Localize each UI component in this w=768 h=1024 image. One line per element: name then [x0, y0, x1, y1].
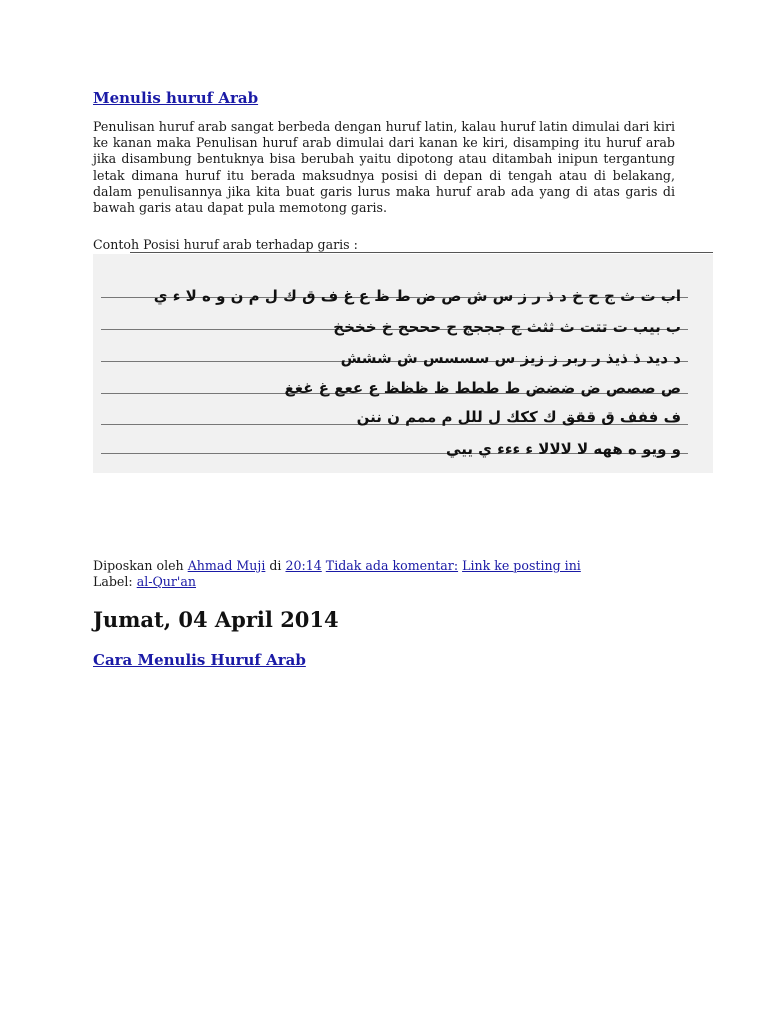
date-header: Jumat, 04 April 2014	[93, 607, 339, 632]
caption-underline	[130, 252, 713, 253]
timestamp-link[interactable]: 20:14	[285, 558, 322, 573]
post-body-text: Penulisan huruf arab sangat berbeda dengan huruf latin, kalau huruf latin dimulai dari kiri ke kanan maka Penulisan huruf arab dimulai dari kanan ke kiri, disamping itu huruf arab jika disambung bentuknya bisa berubah yaitu dipotong atau ditambah inipun tergantung letak dimana huruf itu berada maksudnya posisi di depan di tengah atau di belakang, dalam penulisannya jika kita buat garis lurus maka huruf arab ada yang di atas garis di bawah garis atau dapat pula memotong garis.	[93, 119, 675, 216]
arabic-row: ص صصص ض ضضض ط ططط ظ ظظظ ع ععع غ غغغ	[284, 379, 681, 397]
labels-label: Label:	[93, 574, 133, 589]
arabic-row: د ديد ذ ذيذ ر ربر ز زيز س سسسس ش ششش	[340, 349, 681, 367]
figure-caption: Contoh Posisi huruf arab terhadap garis :	[93, 237, 358, 252]
arabic-letters-figure	[93, 254, 713, 473]
author-link[interactable]: Ahmad Muji	[187, 558, 266, 573]
comments-link[interactable]: Tidak ada komentar:	[325, 558, 459, 573]
post-title-link-2[interactable]: Cara Menulis Huruf Arab	[93, 651, 306, 669]
arabic-row: اب ت ث ج ح خ د ذ ر ز س ش ص ض ط ظ ع غ ف ق ك ل م ن و ه لا ء ي	[153, 287, 681, 305]
arabic-row: ب بيب ت تتت ث ثثث ج جججج ح حححح خ خخخخ	[333, 318, 681, 336]
arabic-row: و ويو ه ههه لا لالالا ء ءءء ي ييي	[446, 440, 681, 458]
at-label: di	[269, 558, 282, 573]
posted-by-label: Diposkan oleh	[93, 558, 184, 573]
post-title-link[interactable]: Menulis huruf Arab	[93, 89, 259, 107]
post-footer	[93, 558, 581, 590]
permalink-link[interactable]: Link ke posting ini	[462, 558, 581, 573]
label-link[interactable]: al-Qur'an	[136, 574, 197, 589]
post-footer-line	[93, 558, 581, 574]
arabic-row: ف ففف ق ققق ك ككك ل للل م ممم ن ننن	[356, 408, 681, 426]
post-labels-line	[93, 574, 581, 590]
